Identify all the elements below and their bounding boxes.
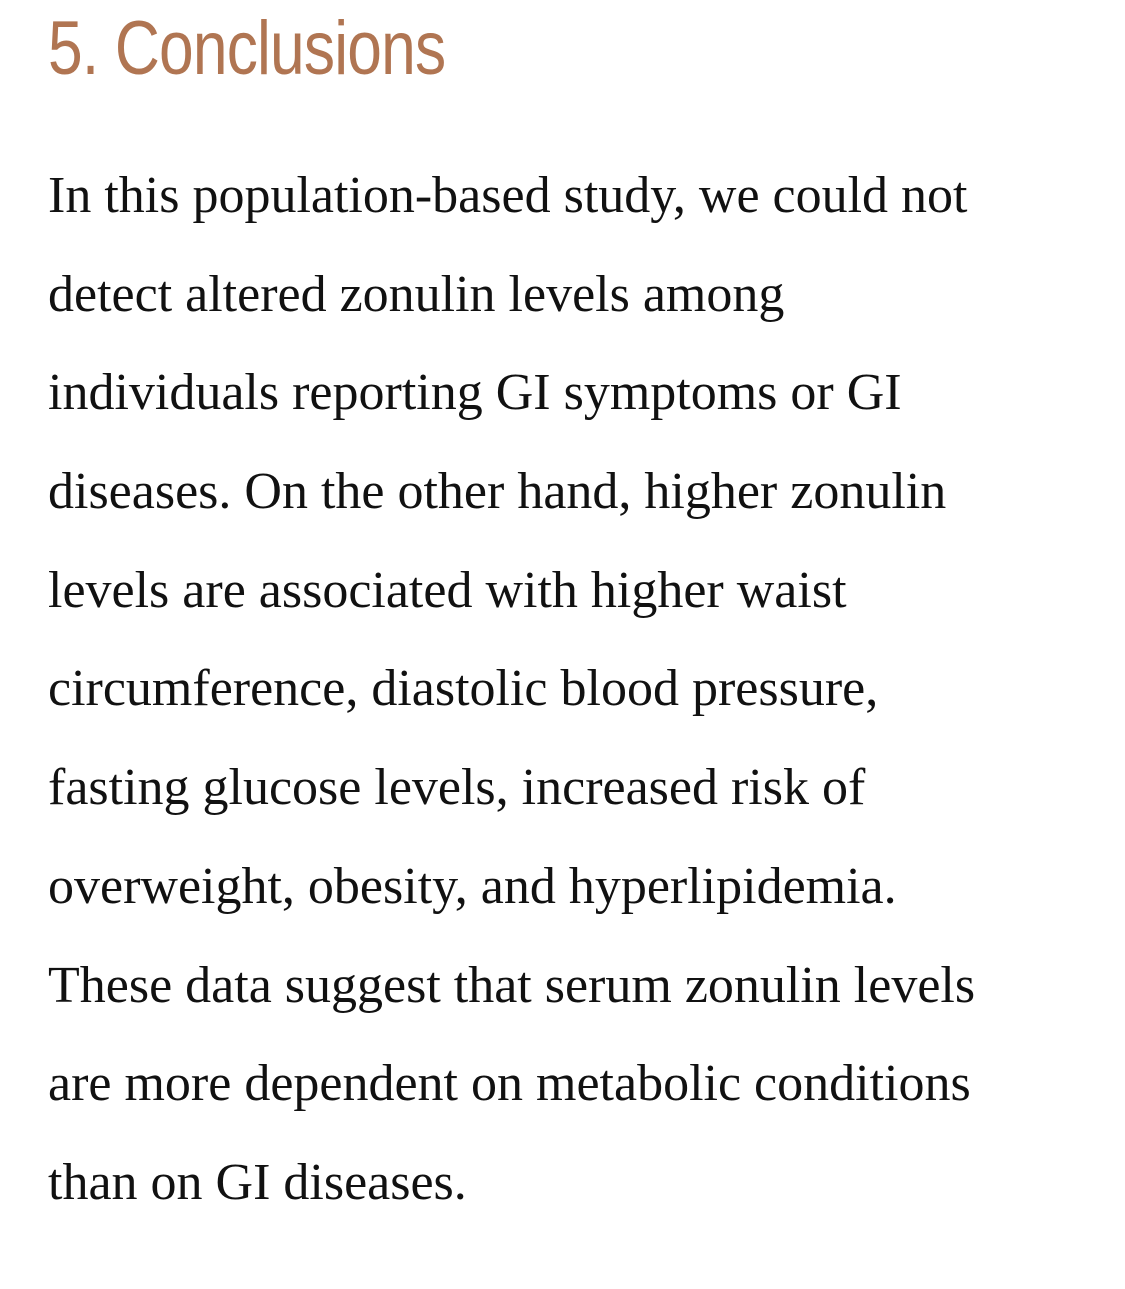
section-heading: 5. Conclusions: [48, 6, 446, 91]
conclusions-section: [48, 0, 1088, 1233]
paragraph-line: These data suggest that serum zonulin levels: [48, 956, 976, 1014]
paragraph-line: individuals reporting GI symptoms or GI: [48, 364, 902, 422]
paragraph-line: detect altered zonulin levels among: [48, 265, 785, 323]
paragraph-line: diseases. On the other hand, higher zonulin: [48, 463, 947, 521]
paragraph-line: than on GI diseases.: [48, 1153, 467, 1211]
paragraph-line: overweight, obesity, and hyperlipidemia.: [48, 857, 897, 915]
paragraph-line: circumference, diastolic blood pressure,: [48, 660, 879, 718]
paragraph-line: are more dependent on metabolic conditions: [48, 1055, 971, 1113]
paragraph-line: fasting glucose levels, increased risk of: [48, 759, 866, 817]
conclusions-paragraph: [48, 147, 1088, 1233]
paragraph-line: In this population-based study, we could not: [48, 167, 968, 224]
paragraph-line: levels are associated with higher waist: [48, 561, 847, 619]
